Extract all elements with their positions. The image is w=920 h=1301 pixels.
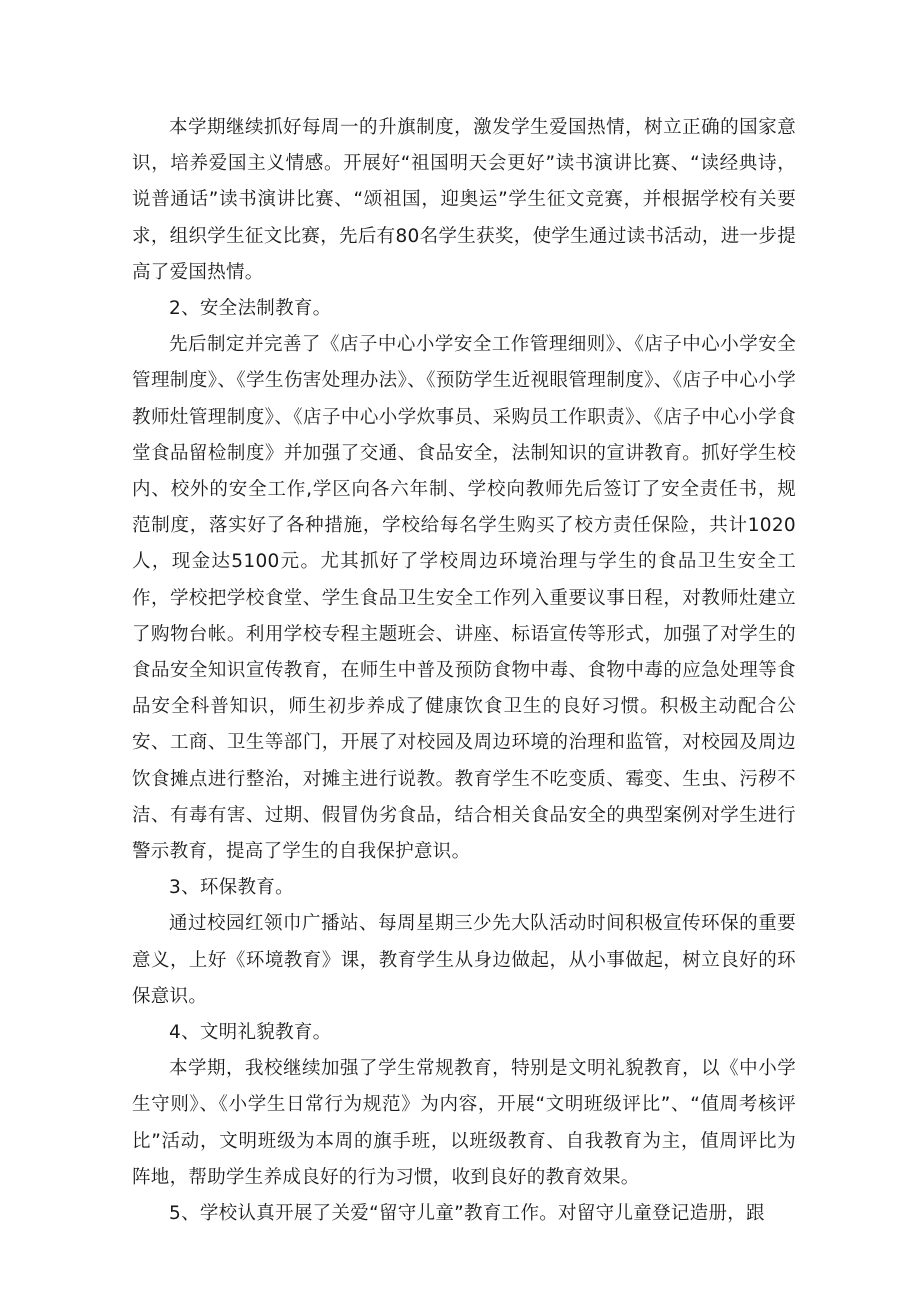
heading-safety-legal-education: 2、安全法制教育。 xyxy=(169,298,332,320)
paragraph-environmental-education: 通过校园红领巾广播站、每周星期三少先大队活动时间积极宣传环保的重要意义，上好《环境教育》课，教育学生从身边做起，从小事做起，树立良好的环保意识。 xyxy=(132,913,796,1007)
document-body xyxy=(132,110,796,1232)
paragraph-left-behind-children: 5、学校认真开展了关爱“留守儿童”教育工作。对留守儿童登记造册，跟 xyxy=(169,1203,765,1225)
heading-civility-education: 4、文明礼貌教育。 xyxy=(169,1022,332,1044)
paragraph-safety-legal-education: 先后制定并完善了《店子中心小学安全工作管理细则》、《店子中心小学安全管理制度》、《学生伤害处理办法》、《预防学生近视眼管理制度》、《店子中心小学教师灶管理制度》、《店子中心小学炊事员、采购员工作职责》、《店子中心小学食堂食品留检制度》并加强了交通、食品安全，法制知识的宣讲教育。抓好学生校内、校外的安全工作,学区向各六年制、学校向教师先后签订了安全责任书，规范制度，落实好了各种措施，学校给每名学生购买了校方责任保险，共计1020人，现金达5100元。尤其抓好了学校周边环境治理与学生的食品卫生安全工作，学校把学校食堂、学生食品卫生安全工作列入重要议事日程，对教师灶建立了购物台帐。利用学校专程主题班会、讲座、标语宣传等形式，加强了对学生的食品安全知识宣传教育，在师生中普及预防食物中毒、食物中毒的应急处理等食品安全科普知识，师生初步养成了健康饮食卫生的良好习惯。积极主动配合公安、工商、卫生等部门，开展了对校园及周边环境的治理和监管，对校园及周边饮食摊点进行整治，对摊主进行说教。教育学生不吃变质、霉变、生虫、污秽不洁、有毒有害、过期、假冒伪劣食品，结合相关食品安全的典型案例对学生进行警示教育，提高了学生的自我保护意识。 xyxy=(132,334,796,863)
paragraph-civility-education: 本学期，我校继续加强了学生常规教育，特别是文明礼貌教育，以《中小学生守则》、《小学生日常行为规范》为内容，开展“文明班级评比”、“值周考核评比”活动，文明班级为本周的旗手班，以班级教育、自我教育为主，值周评比为阵地，帮助学生养成良好的行为习惯，收到良好的教育效果。 xyxy=(132,1058,796,1188)
heading-environmental-education: 3、环保教育。 xyxy=(169,877,294,899)
paragraph-patriotic-education: 本学期继续抓好每周一的升旗制度，激发学生爱国热情，树立正确的国家意识，培养爱国主义情感。开展好“祖国明天会更好”读书演讲比赛、“读经典诗，说普通话”读书演讲比赛、“颂祖国，迎奥运”学生征文竞赛，并根据学校有关要求，组织学生征文比赛，先后有80名学生获奖，使学生通过读书活动，进一步提高了爱国热情。 xyxy=(132,117,796,283)
